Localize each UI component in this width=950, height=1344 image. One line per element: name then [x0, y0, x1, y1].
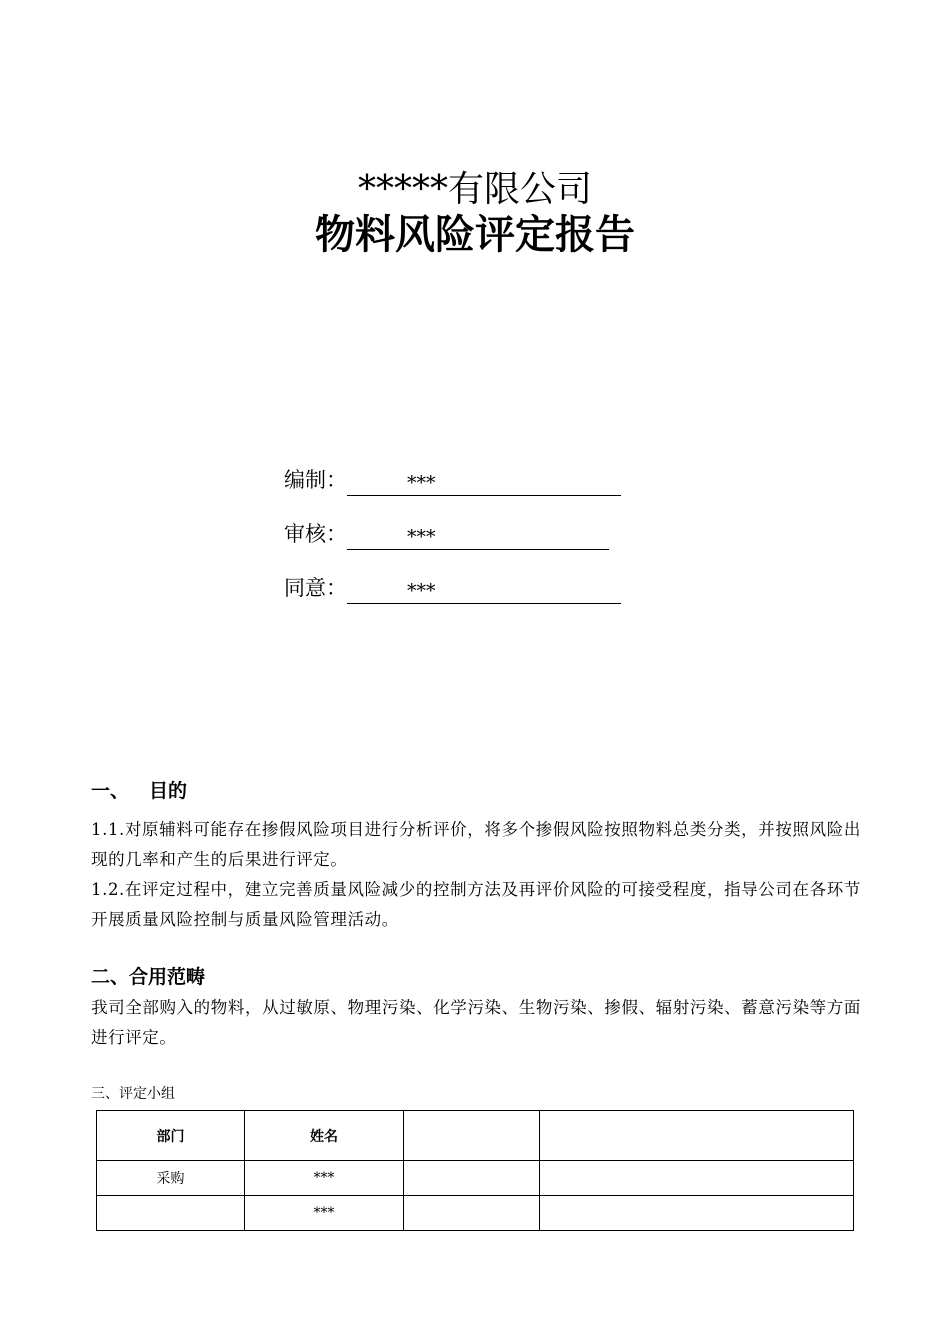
table-cell: [540, 1196, 854, 1231]
table-header-name: 姓名: [245, 1111, 404, 1161]
table-cell: [97, 1196, 245, 1231]
table-header-row: [97, 1111, 854, 1161]
signature-value: ***: [347, 524, 609, 550]
signature-label: 同意：: [284, 576, 347, 600]
paragraph-1-1: 1.1.对原辅料可能存在掺假风险项目进行分析评价，将多个掺假风险按照物料总类分类，并按照风险出现的几率和产生的后果进行评定。: [91, 820, 861, 869]
section-heading-scope: 二、合用范畴: [91, 966, 206, 988]
table-cell: [404, 1196, 540, 1231]
paragraph-scope: 我司全部购入的物料，从过敏原、物理污染、化学污染、生物污染、掺假、辐射污染、蓄意污染等方面进行评定。: [91, 998, 861, 1047]
section-title: 目的: [149, 780, 188, 802]
signature-row-approved: [284, 572, 621, 604]
paragraph-1-2: 1.2.在评定过程中，建立完善质量风险减少的控制方法及再评价风险的可接受程度，指导公司在各环节开展质量风险控制与质量风险管理活动。: [91, 880, 861, 929]
signature-label: 编制：: [284, 468, 347, 492]
table-row: [97, 1196, 854, 1231]
table-header-empty: [540, 1111, 854, 1161]
section-heading-purpose: [91, 778, 187, 804]
report-title: 物料风险评定报告: [315, 211, 635, 258]
table-cell: [404, 1161, 540, 1196]
table-cell: 采购: [97, 1161, 245, 1196]
signature-row-prepared: [284, 464, 621, 496]
signature-value: ***: [347, 578, 621, 604]
table-cell: ***: [245, 1161, 404, 1196]
signature-label: 审核：: [284, 522, 347, 546]
team-table: [96, 1110, 854, 1231]
signature-value: ***: [347, 470, 621, 496]
team-label: 三、评定小组: [91, 1086, 175, 1102]
section-number: 一、: [91, 780, 130, 802]
signature-row-reviewed: [284, 518, 609, 550]
table-header-department: 部门: [97, 1111, 245, 1161]
table-cell: ***: [245, 1196, 404, 1231]
table-header-empty: [404, 1111, 540, 1161]
table-row: [97, 1161, 854, 1196]
company-name: *****有限公司: [357, 169, 592, 210]
table-cell: [540, 1161, 854, 1196]
